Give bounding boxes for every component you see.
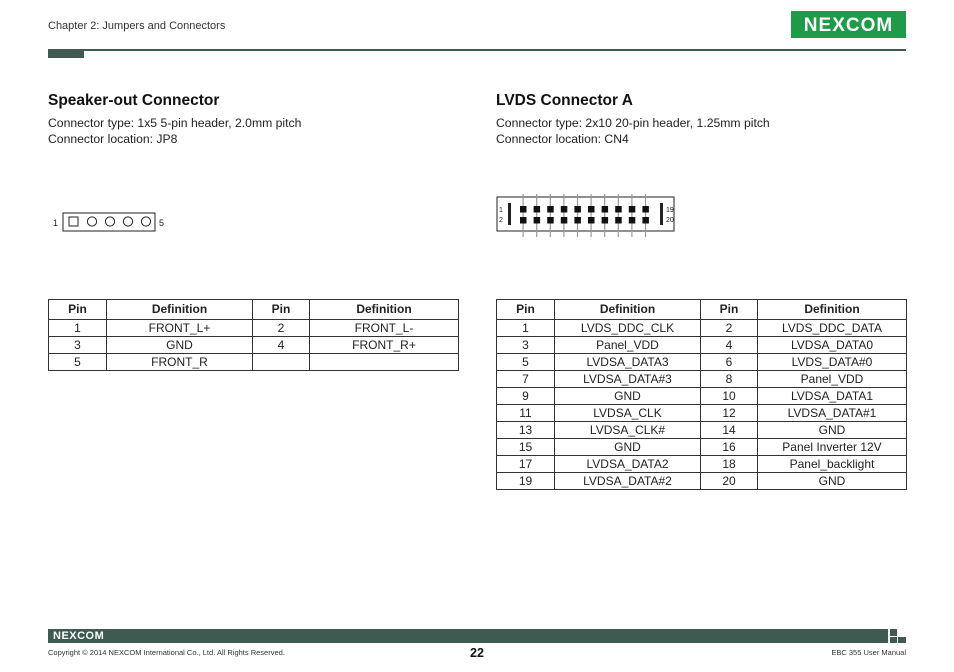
pin-number-cell: 5 [49, 354, 107, 371]
lvds-pin-2 [520, 217, 527, 224]
speaker-pin-4 [123, 217, 132, 226]
lvds-pin-leg [618, 194, 619, 237]
pin-definition-cell: GND [107, 337, 253, 354]
lvds-pin-10 [574, 217, 581, 224]
pin-definition-cell: FRONT_L- [310, 320, 459, 337]
pin-definition-cell: LVDS_DDC_CLK [555, 320, 701, 337]
pin-number-cell: 15 [497, 439, 555, 456]
lvds-pin-11 [588, 206, 595, 213]
pin-definition-cell: LVDS_DATA#0 [758, 354, 907, 371]
table-row [497, 456, 907, 473]
pin-number-cell: 5 [497, 354, 555, 371]
table-row [497, 354, 907, 371]
pin-definition-cell: Panel_VDD [758, 371, 907, 388]
pin-number-cell: 16 [701, 439, 758, 456]
table-row [497, 337, 907, 354]
pin-definition-cell: LVDSA_DATA0 [758, 337, 907, 354]
pin-definition-cell: FRONT_L+ [107, 320, 253, 337]
pin-number-cell: 19 [497, 473, 555, 490]
pin-definition-cell: LVDSA_DATA#2 [555, 473, 701, 490]
footer-square-icon [898, 637, 906, 643]
lvds-pin-table [496, 299, 907, 490]
footer-bar [48, 629, 888, 643]
lvds-pin-label-19: 19 [666, 207, 674, 214]
speaker-title: Speaker-out Connector [48, 92, 220, 109]
table-header: Definition [758, 300, 907, 320]
lvds-location: Connector location: CN4 [496, 132, 629, 146]
table-row [497, 388, 907, 405]
speaker-location: Connector location: JP8 [48, 132, 178, 146]
lvds-pin-6 [547, 217, 554, 224]
pin-definition-cell: GND [555, 388, 701, 405]
lvds-pin-1 [520, 206, 527, 213]
lvds-type: Connector type: 2x10 20-pin header, 1.25mm pitch [496, 116, 770, 130]
pin-definition-cell: LVDSA_DATA3 [555, 354, 701, 371]
pin-definition-cell: Panel_backlight [758, 456, 907, 473]
lvds-pin-leg [591, 194, 592, 237]
pin-definition-cell: GND [758, 422, 907, 439]
pin-number-cell: 2 [701, 320, 758, 337]
pin-definition-cell: LVDSA_DATA1 [758, 388, 907, 405]
pin-number-cell: 1 [497, 320, 555, 337]
table-header: Pin [253, 300, 310, 320]
table-header: Definition [310, 300, 459, 320]
pin-number-cell: 10 [701, 388, 758, 405]
footer-square-icon [890, 629, 897, 636]
footer-square-icon [890, 637, 897, 643]
lvds-pin-14 [602, 217, 609, 224]
table-header: Definition [107, 300, 253, 320]
pin-number-cell: 4 [701, 337, 758, 354]
pin-number-cell: 7 [497, 371, 555, 388]
footer-logo: NEXCOM [53, 630, 105, 642]
lvds-connector-diagram [496, 194, 682, 238]
lvds-pin-3 [534, 206, 541, 213]
lvds-left-bracket [508, 203, 511, 225]
speaker-pin-table [48, 299, 459, 371]
pin-number-cell: 3 [497, 337, 555, 354]
lvds-pin-16 [615, 217, 622, 224]
lvds-pin-label-1: 1 [499, 207, 503, 214]
header-rule-tab [48, 49, 84, 58]
pin-number-cell: 11 [497, 405, 555, 422]
pin-definition-cell: LVDSA_DATA2 [555, 456, 701, 473]
speaker-pin-2 [87, 217, 96, 226]
table-header: Pin [701, 300, 758, 320]
lvds-pin-leg [604, 194, 605, 237]
speaker-type: Connector type: 1x5 5-pin header, 2.0mm pitch [48, 116, 302, 130]
pin-definition-cell: LVDSA_CLK [555, 405, 701, 422]
manual-name: EBC 355 User Manual [831, 648, 906, 657]
lvds-pin-7 [561, 206, 568, 213]
table-header-row [49, 300, 459, 320]
table-row [497, 473, 907, 490]
speaker-connector-diagram [48, 205, 178, 239]
pin-definition-cell: LVDSA_DATA#1 [758, 405, 907, 422]
lvds-pin-leg [631, 194, 632, 237]
table-row [497, 320, 907, 337]
lvds-pin-13 [602, 206, 609, 213]
pin-number-cell: 1 [49, 320, 107, 337]
table-row [49, 320, 459, 337]
pin-definition-cell: LVDSA_DATA#3 [555, 371, 701, 388]
lvds-pin-leg [550, 194, 551, 237]
pin-number-cell: 3 [49, 337, 107, 354]
table-header: Pin [49, 300, 107, 320]
lvds-pin-12 [588, 217, 595, 224]
table-row [49, 354, 459, 371]
lvds-pin-leg [577, 194, 578, 237]
pin-definition-cell: Panel Inverter 12V [758, 439, 907, 456]
pin-number-cell: 4 [253, 337, 310, 354]
table-header: Definition [555, 300, 701, 320]
page-number: 22 [470, 646, 484, 660]
nexcom-logo [791, 11, 906, 38]
lvds-pin-leg [563, 194, 564, 237]
lvds-pin-5 [547, 206, 554, 213]
lvds-pin-15 [615, 206, 622, 213]
chapter-title: Chapter 2: Jumpers and Connectors [48, 20, 226, 32]
pin-definition-cell: LVDSA_CLK# [555, 422, 701, 439]
table-row [497, 371, 907, 388]
pin-number-cell: 13 [497, 422, 555, 439]
speaker-pin-5 [141, 217, 150, 226]
pin-number-cell: 6 [701, 354, 758, 371]
lvds-pin-18 [629, 217, 636, 224]
lvds-pin-label-20: 20 [666, 217, 674, 224]
pin-definition-cell: LVDS_DDC_DATA [758, 320, 907, 337]
table-row [49, 337, 459, 354]
table-header: Pin [497, 300, 555, 320]
lvds-pin-19 [642, 206, 649, 213]
table-row [497, 405, 907, 422]
lvds-pin-label-2: 2 [499, 217, 503, 224]
pin-number-cell: 8 [701, 371, 758, 388]
pin-number-cell: 2 [253, 320, 310, 337]
pin-definition-cell: GND [555, 439, 701, 456]
pin-number-cell: 18 [701, 456, 758, 473]
lvds-pin-17 [629, 206, 636, 213]
lvds-pin-leg [645, 194, 646, 237]
pin-definition-cell [310, 354, 459, 371]
pin-number-cell: 12 [701, 405, 758, 422]
lvds-pin-4 [534, 217, 541, 224]
pin-number-cell: 20 [701, 473, 758, 490]
pin-number-cell: 17 [497, 456, 555, 473]
pin-number-cell: 9 [497, 388, 555, 405]
pin-definition-cell: Panel_VDD [555, 337, 701, 354]
footer-copyright: Copyright © 2014 NEXCOM International Co., Ltd. All Rights Reserved. [48, 648, 285, 657]
speaker-pin-label-left: 1 [53, 218, 59, 228]
pin-number-cell: 14 [701, 422, 758, 439]
speaker-pin-3 [105, 217, 114, 226]
table-row [497, 422, 907, 439]
table-row [497, 439, 907, 456]
speaker-pin-1 [69, 217, 78, 226]
pin-definition-cell: GND [758, 473, 907, 490]
speaker-pin-label-right: 5 [159, 218, 165, 228]
lvds-right-bracket [660, 203, 663, 225]
table-header-row [497, 300, 907, 320]
header-rule [48, 49, 906, 51]
lvds-pin-9 [574, 206, 581, 213]
lvds-pin-20 [642, 217, 649, 224]
lvds-pin-leg [536, 194, 537, 237]
lvds-title: LVDS Connector A [496, 92, 633, 109]
pin-number-cell [253, 354, 310, 371]
lvds-description [496, 115, 770, 147]
pin-definition-cell: FRONT_R [107, 354, 253, 371]
lvds-pin-8 [561, 217, 568, 224]
logo-text: NEXCOM [803, 15, 894, 36]
speaker-description [48, 115, 301, 147]
lvds-pin-leg [523, 194, 524, 237]
pin-definition-cell: FRONT_R+ [310, 337, 459, 354]
